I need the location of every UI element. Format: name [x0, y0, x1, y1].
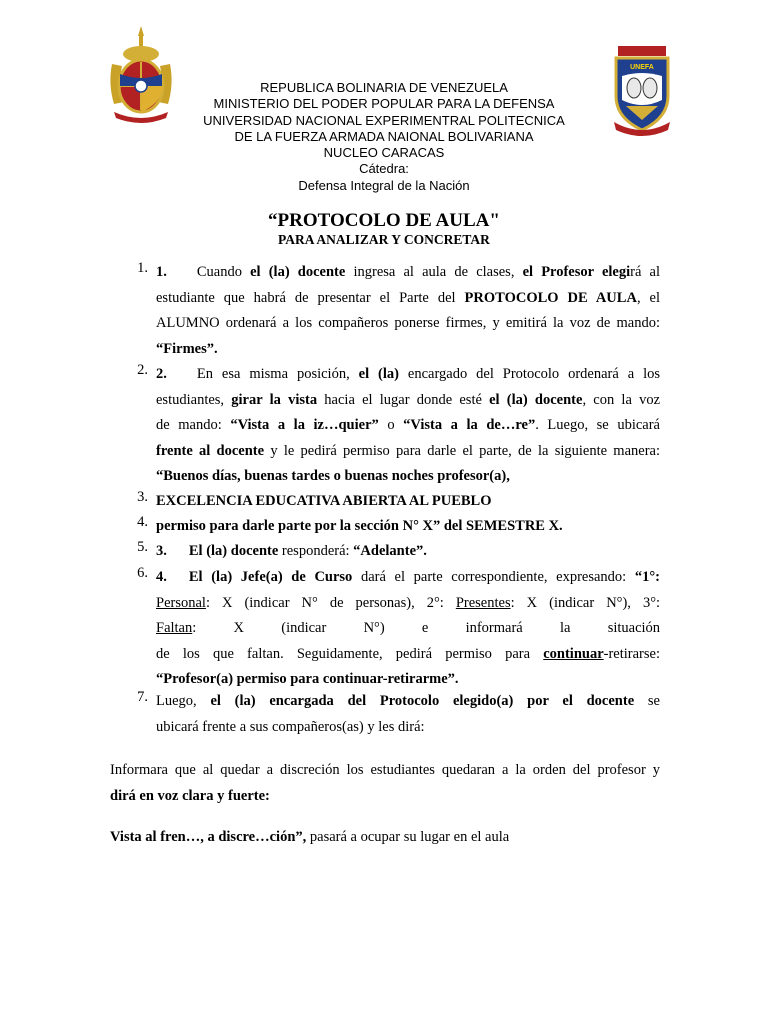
- text-line: 1. Cuando el (la) docente ingresa al aula de clases, el Profesor elegirá al: [156, 264, 660, 280]
- text-line: estudiantes, girar la vista hacia el lugar donde esté el (la) docente, con la voz: [156, 391, 660, 408]
- text-line: “Profesor(a) permiso para continuar-retirarme”.: [156, 671, 459, 687]
- list-marker: 7.: [137, 689, 148, 705]
- header-line: NUCLEO CARACAS: [323, 145, 445, 161]
- document-title: “PROTOCOLO DE AULA": [268, 210, 500, 231]
- header-line: Defensa Integral de la Nación: [298, 177, 470, 193]
- institution-header: [150, 80, 618, 194]
- list-marker: 6.: [137, 565, 148, 581]
- text-line: Faltan: X (indicar N°) e informará la situación: [156, 620, 660, 636]
- text-line: 3. El (la) docente responderá: “Adelante”.: [156, 543, 427, 559]
- closing-paragraph: [110, 758, 660, 809]
- text-line: “Buenos días, buenas tardes o buenas noches profesor(a),: [156, 468, 510, 484]
- text-line: permiso para darle parte por la sección N° X” del SEMESTRE X.: [156, 518, 563, 534]
- text-line: “Firmes”.: [156, 340, 218, 357]
- text-line: frente al docente y le pedirá permiso para darle el parte, de la siguiente manera:: [156, 442, 660, 459]
- unefa-emblem-right: [612, 44, 672, 139]
- svg-text:UNEFA: UNEFA: [630, 64, 654, 71]
- header-line: Cátedra:: [359, 161, 409, 177]
- list-marker: 3.: [137, 489, 148, 505]
- text-line: Personal: X (indicar N° de personas), 2°: Presentes: X (indicar N°), 3°:: [156, 594, 660, 611]
- text-line: ubicará frente a sus compañeros(as) y les dirá:: [156, 718, 425, 735]
- list-marker: 2.: [137, 362, 148, 378]
- text-line: 2. En esa misma posición, el (la) encargado del Protocolo ordenará a los: [156, 366, 660, 382]
- list-marker: 1.: [137, 260, 148, 276]
- text-line: dirá en voz clara y fuerte:: [110, 787, 270, 804]
- document-subtitle: PARA ANALIZAR Y CONCRETAR: [278, 232, 490, 247]
- header-line: REPUBLICA BOLINARIA DE VENEZUELA: [260, 80, 508, 95]
- text-line: Vista al fren…, a discre…ción”, pasará a ocupar su lugar en el aula: [110, 829, 510, 845]
- text-line: ALUMNO ordenará a los compañeros ponerse firmes, y emitirá la voz de mando:: [156, 315, 660, 331]
- list-marker: 5.: [137, 539, 148, 555]
- header-line: UNIVERSIDAD NACIONAL EXPERIMENTRAL POLITECNICA: [203, 112, 565, 128]
- text-line: 4. El (la) Jefe(a) de Curso dará el parte correspondiente, expresando: “1°:: [156, 569, 660, 585]
- text-line: de mando: “Vista a la iz…quier” o “Vista a la de…re”. Luego, se ubicará: [156, 417, 660, 433]
- header-line: DE LA FUERZA ARMADA NAIONAL BOLIVARIANA: [234, 128, 534, 144]
- text-line: EXCELENCIA EDUCATIVA ABIERTA AL PUEBLO: [156, 493, 492, 509]
- text-line: de los que faltan. Seguidamente, pedirá permiso para continuar-retirarse:: [156, 645, 660, 662]
- text-line: estudiante que habrá de presentar el Parte del PROTOCOLO DE AULA, el: [156, 289, 660, 306]
- list-marker: 4.: [137, 514, 148, 530]
- text-line: Luego, el (la) encargada del Protocolo elegido(a) por el docente se: [156, 693, 660, 709]
- header-line: MINISTERIO DEL PODER POPULAR PARA LA DEFENSA: [213, 96, 555, 112]
- text-line: Informara que al quedar a discreción los estudiantes quedaran a la orden del profesor y: [110, 762, 660, 778]
- closing-instruction: [110, 825, 660, 851]
